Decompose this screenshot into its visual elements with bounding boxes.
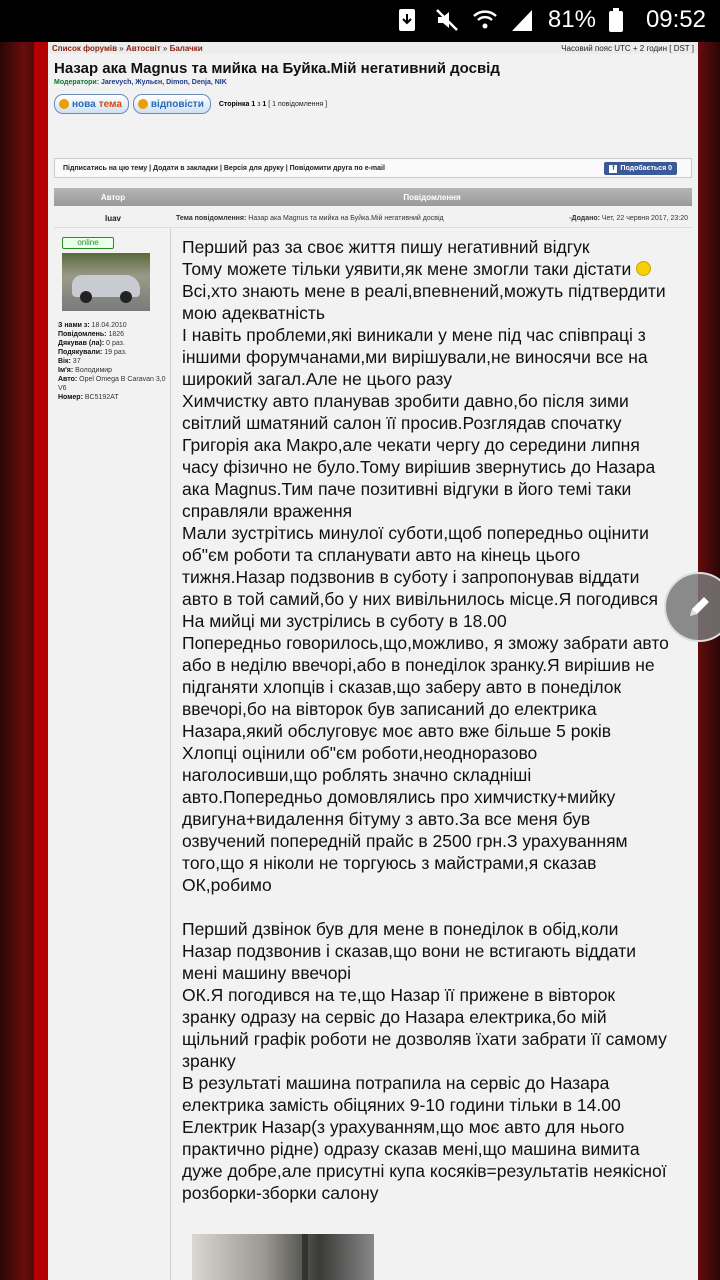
profile-row: Подякували: 19 раз. bbox=[58, 349, 127, 356]
new-topic-label: нова bbox=[72, 98, 96, 110]
pager-label: Сторінка bbox=[218, 100, 250, 108]
reply-button[interactable] bbox=[133, 94, 211, 114]
status-icons bbox=[396, 6, 706, 34]
moderators-label: Модератори: bbox=[54, 79, 100, 86]
column-message: Повідомлення bbox=[403, 192, 461, 202]
avatar-wheel bbox=[120, 291, 132, 303]
post-paragraph: Всі,хто знають мене в реалі,впевнений,можуть підтвердити мою адекватність І навіть проблеми,які виникали у мене під час співпраці з іншими форумчанами,ми вирішували,не виносячи все на широкий загал.Але не цього разу Химчистку авто планував зробити давно,бо після зими світлий шматяний салон її просив.Розглядав спочатку Григорія ака Макро,але чекати чергу до середини липня часу фізично не було.Тому вирішив звернутись до Назара ака Magnus.Тим паче позитивні відгуки в його темі таки справляли враження Мали зустрітись минулої суботи,щоб попередньо оцінити об"єм роботи та спланувати авто на кінець цього тижня.Назар подзвонив в суботу і запропонував віддати авто в той самий,бо у них вивільнилось місце.Я погодився На мийці ми зустрілись в суботу в 18.00 Попередньо говорилось,що,можливо, я зможу забрати авто або в неділю ввечорі,або в понеділок зранку.Я вирішив не підганяти хлопців і сказав,що заберу авто в понеділок ввечорі,бо на вівторок був записаний до електрика Назара,який обслуговує моє авто вже більше 5 років Хлопці оцінили об"єм роботи,неодноразово наголосивши,що роблять значно складніші авто.Попередньо домовлялись про химчистку+мийку двигуна+видалення бітуму з авто.За все меня був озвучений попередній прайс в 2500 грн.З урахуванням того,що я ніколи не торгуюсь з майстрами,я сказав ОК,робимо bbox=[182, 281, 669, 895]
new-topic-button[interactable] bbox=[54, 94, 129, 114]
post-subject-label: Тема повідомлення: bbox=[176, 214, 247, 222]
moderators-list[interactable]: Jarevych, Жульєн, Dimon, Denja, NIK bbox=[101, 79, 227, 86]
profile-row: Вік: 37 bbox=[58, 358, 81, 365]
post-photo[interactable] bbox=[192, 1234, 374, 1280]
topic-content bbox=[54, 54, 694, 1203]
topic-tools bbox=[54, 158, 692, 178]
battery-icon bbox=[608, 7, 634, 33]
avatar-wheel bbox=[80, 291, 92, 303]
breadcrumb-bar bbox=[48, 42, 698, 54]
signal-icon bbox=[510, 7, 536, 33]
post-header bbox=[54, 209, 692, 228]
author-profile-column bbox=[54, 229, 171, 1280]
breadcrumb-balachky[interactable]: Балачки bbox=[169, 43, 203, 53]
battery-percent: 81% bbox=[547, 6, 596, 33]
post-author[interactable]: luav bbox=[104, 213, 121, 223]
profile-row: Повідомлень: 1826 bbox=[58, 331, 125, 338]
new-topic-icon bbox=[59, 99, 69, 109]
facebook-icon: f bbox=[609, 165, 617, 173]
facebook-like-button[interactable] bbox=[604, 162, 677, 175]
timezone: Часовий пояс UTC + 2 годин [ DST ] bbox=[561, 43, 694, 53]
online-badge: online bbox=[62, 237, 114, 249]
moderators bbox=[54, 79, 694, 86]
reply-label: відповісти bbox=[150, 98, 204, 110]
post-date bbox=[569, 215, 692, 222]
reply-icon bbox=[138, 99, 148, 109]
avatar bbox=[62, 253, 150, 311]
column-author: Автор bbox=[100, 192, 126, 202]
post-subject bbox=[172, 214, 572, 222]
breadcrumb-autosvit[interactable]: Автосвіт bbox=[125, 43, 161, 53]
post-date-label: Додано: bbox=[571, 214, 600, 222]
breadcrumb-separator: » bbox=[162, 43, 168, 53]
profile-row: Авто: Opel Omega B Caravan 3,0 V6 bbox=[58, 376, 166, 392]
post-date-value: Чет, 22 червня 2017, 23:20 bbox=[601, 214, 688, 222]
post-body bbox=[182, 236, 692, 1204]
pager-current: 1 bbox=[251, 100, 256, 108]
profile-row: Номер: BC5192AT bbox=[58, 394, 119, 401]
profile-details bbox=[58, 321, 170, 402]
post-count: [ 1 повідомлення ] bbox=[268, 100, 328, 108]
profile-row: З нами з: 18.04.2010 bbox=[58, 322, 127, 329]
pagination bbox=[219, 101, 327, 108]
profile-row: Дякував (ла): 0 раз. bbox=[58, 340, 125, 347]
status-bar bbox=[0, 0, 720, 42]
clock: 09:52 bbox=[645, 6, 706, 33]
page-title[interactable]: Назар ака Magnus та мийка на Буйка.Мій негативний досвід bbox=[54, 60, 500, 77]
topic-tool-links[interactable]: Підписатись на цю тему | Додати в закладки | Версія для друку | Повідомити друга по e-mail bbox=[63, 164, 385, 172]
download-icon bbox=[396, 7, 422, 33]
post-icon: ▫ bbox=[569, 214, 572, 222]
topic-actions bbox=[54, 94, 694, 114]
breadcrumb-forums[interactable]: Список форумів bbox=[52, 43, 118, 53]
post-paragraph: Перший раз за своє життя пишу негативний відгук Тому можете тільки уявити,як мене змогли таки дістати bbox=[182, 236, 692, 280]
facebook-like-label: Подобається 0 bbox=[620, 165, 672, 172]
mute-icon bbox=[434, 7, 460, 33]
pencil-icon bbox=[684, 592, 714, 622]
breadcrumb bbox=[52, 44, 203, 53]
pager-total: 1 bbox=[262, 100, 267, 108]
post-subject-text[interactable]: Назар ака Magnus та мийка на Буйка.Мій негативний досвід bbox=[248, 214, 444, 222]
forum-page bbox=[48, 42, 698, 1280]
table-header bbox=[54, 188, 692, 206]
breadcrumb-separator: » bbox=[119, 43, 124, 53]
photo-door-edge bbox=[302, 1234, 308, 1280]
smile-icon bbox=[636, 261, 651, 276]
wifi-icon bbox=[472, 7, 498, 33]
pager-of: з bbox=[257, 100, 261, 108]
new-topic-accent: тема bbox=[98, 98, 122, 110]
profile-row: Ім'я: Володимир bbox=[58, 367, 113, 374]
post-paragraph: Перший дзвінок був для мене в понеділок в обід,коли Назар подзвонив і сказав,що вони не встигають віддати мені машину ввечорі ОК.Я погодився на те,що Назар її прижене в вівторок зранку одразу на сервіс до Назара електрика,бо мій щільний графік роботи не дозволяв їхати забрати її самому зранку В результаті машина потрапила на сервіс до Назара електрика замість обіцяних 9-10 години тільки в 14.00 Електрик Назар(з урахуванням,що моє авто для нього практично рідне) одразу сказав мені,що машина вимита дуже добре,але присутні купа косяків=результатів неякісної розборки-зборки салону bbox=[182, 919, 667, 1203]
